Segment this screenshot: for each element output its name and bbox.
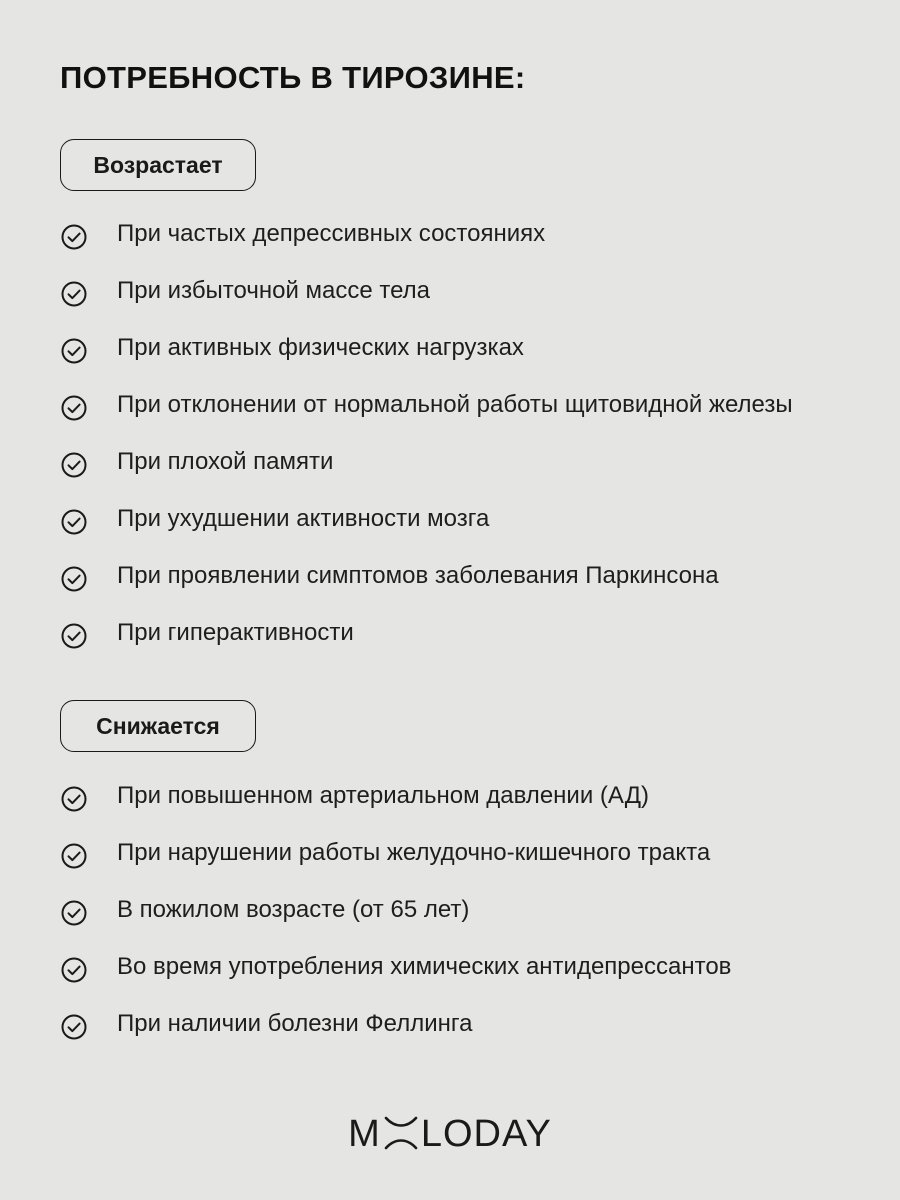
list-item (60, 505, 840, 536)
page-title: ПОТРЕБНОСТЬ В ТИРОЗИНЕ: (60, 60, 526, 95)
list-item (60, 334, 840, 365)
check-circle-icon (60, 1013, 88, 1041)
list-item-text: При проявлении симптомов заболевания Паркинсона (117, 562, 719, 589)
section-label-increase: Возрастает (60, 139, 256, 191)
list-item-text: При гиперактивности (117, 619, 354, 646)
list-item-text: При повышенном артериальном давлении (АД) (117, 782, 649, 809)
list-item (60, 953, 840, 984)
list-item-text: При нарушении работы желудочно-кишечного тракта (117, 839, 711, 866)
check-circle-icon (60, 508, 88, 536)
check-circle-icon (60, 622, 88, 650)
section-label-decrease: Снижается (60, 700, 256, 752)
list-item-text: В пожилом возрасте (от 65 лет) (117, 896, 470, 923)
check-circle-icon (60, 394, 88, 422)
brand-logo (0, 1113, 900, 1156)
check-circle-icon (60, 956, 88, 984)
check-circle-icon (60, 785, 88, 813)
decrease-list (60, 782, 840, 1067)
check-circle-icon (60, 223, 88, 251)
list-item (60, 1010, 840, 1041)
logo-x-mark-icon (381, 1115, 421, 1151)
logo-suffix: LODAY (420, 1113, 552, 1155)
check-circle-icon (60, 451, 88, 479)
list-item-text: При наличии болезни Феллинга (117, 1010, 473, 1037)
check-circle-icon (60, 280, 88, 308)
list-item-text: Во время употребления химических антидепрессантов (117, 953, 732, 980)
list-item (60, 277, 840, 308)
check-circle-icon (60, 842, 88, 870)
list-item (60, 619, 840, 650)
check-circle-icon (60, 899, 88, 927)
list-item-text: При избыточной массе тела (117, 277, 431, 304)
increase-list (60, 220, 840, 676)
list-item (60, 782, 840, 813)
list-item-text: При частых депрессивных состояниях (117, 220, 546, 247)
list-item-text: При активных физических нагрузках (117, 334, 524, 361)
list-item (60, 839, 840, 870)
check-circle-icon (60, 337, 88, 365)
check-circle-icon (60, 565, 88, 593)
list-item (60, 391, 840, 422)
list-item (60, 562, 840, 593)
list-item (60, 896, 840, 927)
list-item (60, 448, 840, 479)
list-item-text: При ухудшении активности мозга (117, 505, 490, 532)
list-item-text: При отклонении от нормальной работы щитовидной железы (117, 391, 793, 418)
list-item-text: При плохой памяти (117, 448, 334, 475)
list-item (60, 220, 840, 251)
logo-prefix: M (348, 1113, 381, 1155)
